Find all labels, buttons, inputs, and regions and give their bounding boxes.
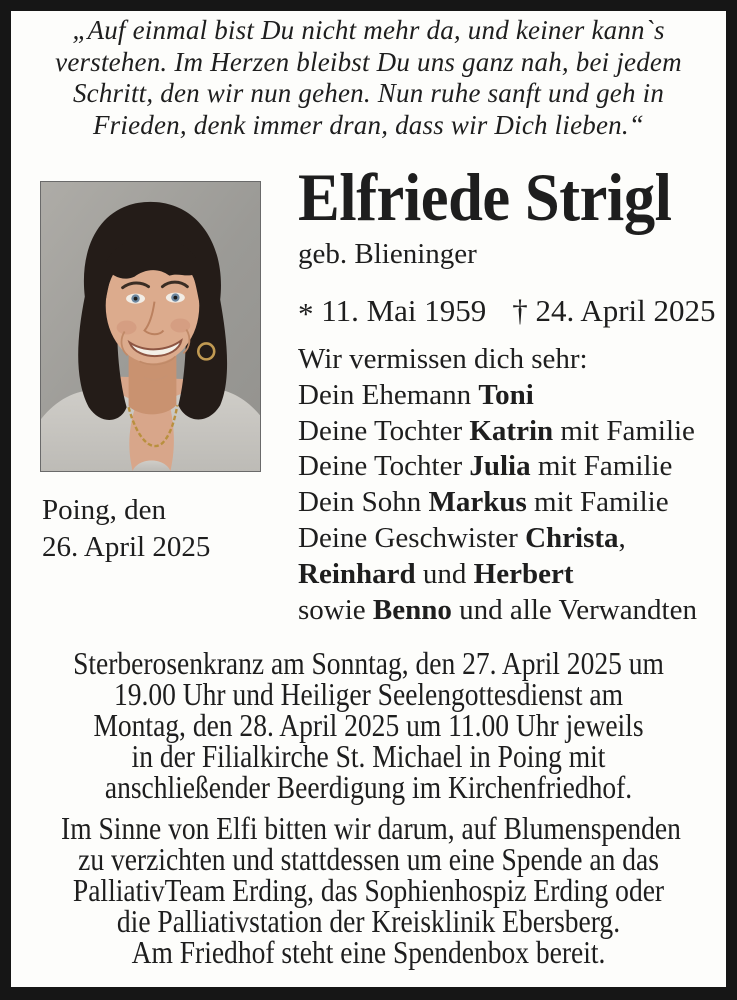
mourner-line — [298, 449, 697, 485]
mourner-text: Deine Tochter — [298, 450, 470, 483]
mourner-text: Dein Ehemann — [298, 378, 479, 411]
text-line: verstehen. Im Herzen bleibst Du uns ganz nah, bei jedem — [55, 46, 682, 77]
death-date — [512, 293, 715, 328]
mourner-text: Deine Tochter — [298, 414, 470, 447]
text-line: PalliativTeam Erding, das Sophienhospiz Erding oder — [72, 872, 665, 908]
text-line: Poing, den — [42, 494, 167, 526]
mourner-name: Markus — [428, 486, 527, 519]
text-line: Am Friedhof steht eine Spendenbox bereit. — [131, 934, 606, 970]
mourner-name: Toni — [478, 378, 534, 411]
text-line: Montag, den 28. April 2025 um 11.00 Uhr jeweils — [93, 707, 644, 743]
birth-star-symbol: * — [298, 296, 314, 331]
text-line: Im Sinne von Elfi bitten wir darum, auf Blumenspenden — [61, 810, 681, 846]
place-and-date — [42, 492, 210, 566]
mourner-name: Benno — [372, 593, 452, 626]
mourner-text: und alle Verwandten — [451, 593, 697, 626]
text-line: anschließender Beerdigung im Kirchenfriedhof. — [104, 769, 633, 805]
mourner-text: sowie — [298, 593, 373, 626]
text-line: Schritt, den wir nun gehen. Nun ruhe sanft und geh in — [72, 78, 665, 108]
text-line: 26. April 2025 — [42, 531, 211, 563]
mourner-line — [298, 414, 697, 450]
mourner-text: mit Familie — [553, 414, 695, 447]
mourner-line — [298, 593, 697, 629]
mourner-name: Katrin — [469, 414, 554, 447]
service-info — [61, 645, 676, 805]
mourner-name: Herbert — [473, 557, 574, 590]
mourners-intro: Wir vermissen dich sehr: — [298, 343, 588, 375]
mourner-text: mit Familie — [530, 450, 673, 483]
text-line: die Palliativstation der Kreisklinik Ebersberg. — [116, 903, 621, 939]
mourner-line — [298, 521, 697, 557]
death-cross-symbol: † — [512, 293, 528, 328]
mourner-name: Reinhard — [298, 557, 416, 590]
mourner-text: Deine Geschwister — [298, 521, 526, 554]
memorial-quote — [11, 15, 726, 141]
mourner-name: Julia — [469, 450, 531, 483]
birth-date — [298, 293, 487, 331]
text-line: in der Filialkirche St. Michael in Poing mit — [131, 738, 606, 774]
notice-paper — [11, 11, 726, 987]
birth-date-text: 11. Mai 1959 — [321, 293, 487, 328]
life-dates — [298, 293, 716, 329]
mourner-text: , — [618, 521, 626, 554]
portrait-illustration — [41, 182, 260, 471]
mourner-line — [298, 378, 697, 414]
text-line: 19.00 Uhr und Heiliger Seelengottesdienst am — [113, 676, 624, 712]
death-date-text: 24. April 2025 — [535, 293, 716, 328]
mourner-line — [298, 485, 697, 521]
mourner-line — [298, 557, 697, 593]
mourners-section — [298, 342, 697, 628]
mourner-text: und — [415, 557, 474, 590]
text-line: Sterberosenkranz am Sonntag, den 27. April 2025 um — [73, 645, 664, 681]
mourner-text: Dein Sohn — [298, 486, 429, 519]
portrait-photo — [40, 181, 261, 472]
donation-info — [61, 810, 681, 970]
text-line: „Auf einmal bist Du nicht mehr da, und keiner kann`s — [72, 15, 665, 45]
mourner-text: mit Familie — [526, 486, 669, 519]
text-line: Frieden, denk immer dran, dass wir Dich lieben.“ — [92, 109, 645, 140]
maiden-name: geb. Blieninger — [298, 238, 477, 270]
text-line: zu verzichten und stattdessen um eine Spende an das — [78, 841, 659, 877]
mourner-name: Christa — [525, 521, 619, 554]
mourners-list — [298, 378, 697, 629]
deceased-name: Elfriede Strigl — [298, 159, 672, 235]
